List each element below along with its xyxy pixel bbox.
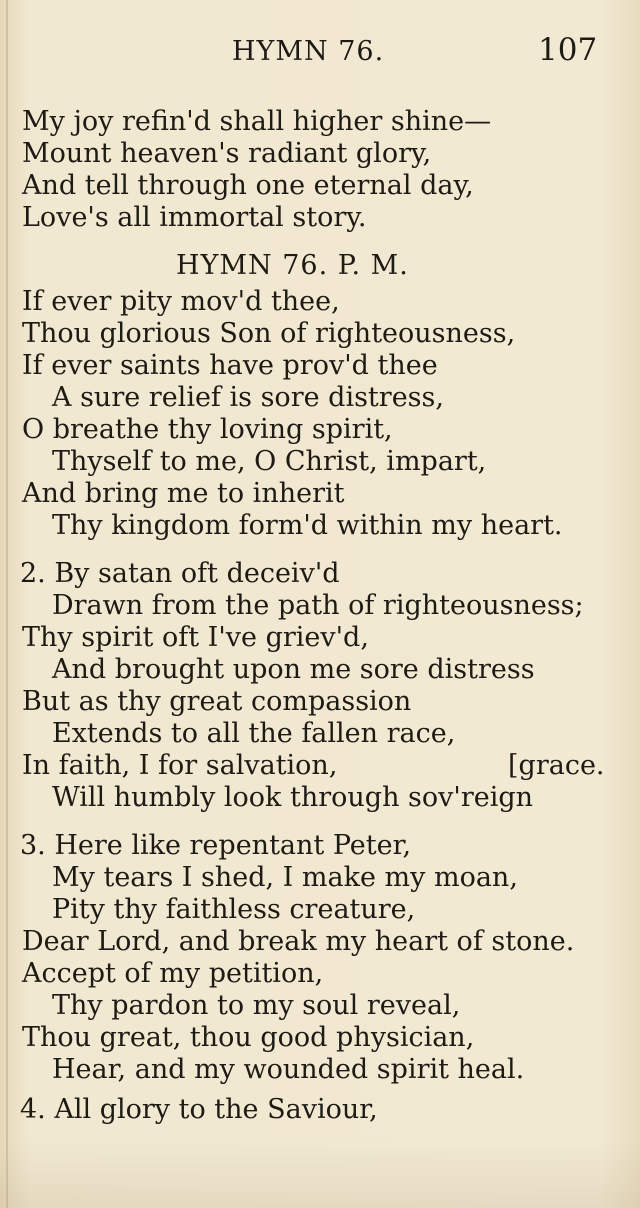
verse-line: O breathe thy loving spirit, xyxy=(22,414,393,445)
verse-line: Mount heaven's radiant glory, xyxy=(22,138,432,169)
verse-line: Love's all immortal story. xyxy=(22,202,367,233)
verse-line: But as thy great compassion xyxy=(22,686,412,717)
page-bottom-shading xyxy=(0,1140,640,1208)
verse-line: Thy spirit oft I've griev'd, xyxy=(22,622,369,653)
verse-line: Will humbly look through sov'reign xyxy=(52,782,534,813)
verse-overflow-word: [grace. xyxy=(508,750,605,781)
verse-line: If ever saints have prov'd thee xyxy=(22,350,438,381)
verse-line: If ever pity mov'd thee, xyxy=(22,286,340,317)
verse-line: Thou great, thou good physician, xyxy=(22,1022,475,1053)
verse-line: 2. By satan oft deceiv'd xyxy=(20,558,340,589)
verse-line: A sure relief is sore distress, xyxy=(52,382,444,413)
verse-line: Accept of my petition, xyxy=(22,958,324,989)
running-header xyxy=(0,28,640,78)
verse-line: Thy kingdom form'd within my heart. xyxy=(52,510,563,541)
verse-line: Hear, and my wounded spirit heal. xyxy=(52,1054,525,1085)
verse-line: Pity thy faithless creature, xyxy=(52,894,416,925)
verse-line: Extends to all the fallen race, xyxy=(52,718,456,749)
verse-line: And bring me to inherit xyxy=(22,478,345,509)
verse-line: Drawn from the path of righteousness; xyxy=(52,590,584,621)
running-title: HYMN 76. xyxy=(232,36,385,67)
verse-line: And brought upon me sore distress xyxy=(52,654,535,685)
verse-line: Dear Lord, and break my heart of stone. xyxy=(22,926,575,957)
verse-line: My joy refin'd shall higher shine— xyxy=(22,106,492,137)
hymn-title: HYMN 76. P. M. xyxy=(176,250,409,281)
verse-line: My tears I shed, I make my moan, xyxy=(52,862,518,893)
verse-line: Thy pardon to my soul reveal, xyxy=(52,990,461,1021)
verse-line: Thou glorious Son of righteousness, xyxy=(22,318,516,349)
stanza-4-first-line: 4. All glory to the Saviour, xyxy=(20,1094,378,1125)
verse-line: And tell through one eternal day, xyxy=(22,170,474,201)
verse-line: In faith, I for salvation, xyxy=(22,750,338,781)
page-spine-edge xyxy=(6,0,8,1208)
verse-line: Thyself to me, O Christ, impart, xyxy=(52,446,487,477)
page-number: 107 xyxy=(538,32,598,68)
verse-line: 3. Here like repentant Peter, xyxy=(20,830,412,861)
